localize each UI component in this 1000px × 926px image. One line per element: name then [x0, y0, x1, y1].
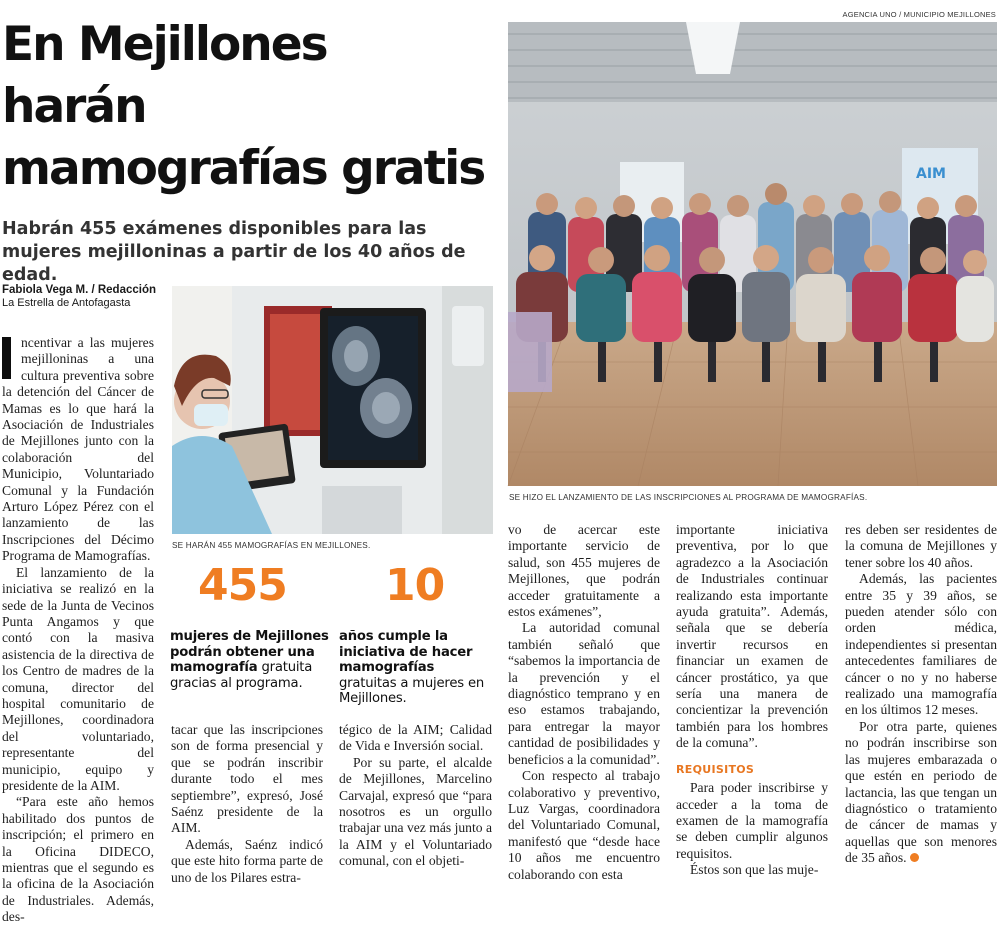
body-column-2 [171, 722, 323, 886]
stat-text-10-rest: gratuitas a mujeres en Mejillones. [339, 675, 485, 706]
stat-number-10: 10 [385, 560, 445, 611]
stat-text-455-bold: mujeres de Mejillones podrán obtener una mamografía [170, 629, 329, 675]
photo-credit: AGENCIA UNO / MUNICIPIO MEJILLONES [842, 10, 996, 19]
col4-para-3: Con respecto al trabajo colaborativo y preventivo, Luz Vargas, coordinadora del Voluntariado Comunal, manifestó que “desde hace 10 años me encuentro colaborando con esta [508, 768, 660, 882]
small-photo-caption: SE HARÁN 455 MAMOGRAFÍAS EN MEJILLONES. [172, 541, 371, 550]
col1-para-2: El lanzamiento de la iniciativa se realizó en la sede de la Junta de Vecinos Punta Angamos y que contó con la masiva asistencia de la directiva de los Centro de madres de la comuna, director del hospital comunitario de Mejillones, coordinadora del voluntariado, representante del municipio, equipo y presidente de la AIM. [2, 564, 154, 793]
headline [2, 14, 502, 200]
headline-line-3: mamografías gratis [2, 141, 485, 196]
headline-line-2: harán [2, 79, 146, 134]
col6-para-1: res deben ser residentes de la comuna de Mejillones y tener sobre los 40 años. [845, 522, 997, 570]
col2-para-1: tacar que las inscripciones son de forma presencial y que se podrán inscribir durante todo el mes septiembre”, expresó, José Saénz presidente de la AIM. [171, 722, 323, 836]
body-column-6 [845, 522, 997, 867]
byline-author: Fabiola Vega M. / Redacción [2, 284, 157, 296]
dropcap-i [2, 337, 11, 379]
byline [2, 284, 172, 310]
col5-para-1: importante iniciativa preventiva, por lo que agradezco a la Asociación de Industriales continuar realizando esta importante ayuda gratuita”. Además, señala que se debería invertir recursos en financiar un examen de cáncer prostático, ya que sería una manera de concientizar la prevención también para los hombres de la comuna”. [676, 522, 828, 751]
col5-para-2: Para poder inscribirse y acceder a la toma de examen de la mamografía se deben cumplir algunos requisitos. [676, 780, 828, 861]
subheadline: Habrán 455 exámenes disponibles para las mujeres mejilloninas a partir de los 40 años de edad. [2, 219, 466, 285]
stat-text-10-bold: años cumple la iniciativa de hacer mamografías [339, 629, 473, 675]
byline-outlet: La Estrella de Antofagasta [2, 297, 131, 309]
main-photo-caption: SE HIZO EL LANZAMIENTO DE LAS INSCRIPCIONES AL PROGRAMA DE MAMOGRAFÍAS. [509, 493, 868, 502]
stat-text-455 [170, 629, 330, 691]
col3-para-2: Por su parte, el alcalde de Mejillones, Marcelino Carvajal, expresó que “para nosotros es un orgullo trabajar una vez más junto a la AIM y el Voluntariado comunal, con el objeti- [339, 754, 492, 869]
col1-para-3: “Para este año hemos habilitado dos puntos de inscripción; el primero en la Oficina DIDECO, mientras que el segundo es la oficina de la Asociación de Industriales. Además, des- [2, 794, 154, 925]
stat-number-455: 455 [198, 560, 287, 611]
stat-text-455-rest: gratuita gracias al programa. [170, 660, 313, 691]
body-column-4 [508, 522, 660, 883]
col6-para-2: Además, las pacientes entre 35 y 39 años, se pueden atender sólo con orden médica, independientes si presentan antecedentes familiares de cáncer o no y no haberse realizado una mamografía en los últimos 12 meses. [845, 571, 997, 718]
body-column-1 [2, 335, 154, 926]
group-photo [508, 22, 997, 486]
body-column-5 [676, 522, 828, 879]
col5-para-3: Éstos son que las muje- [690, 862, 819, 878]
banner-text: AIM [916, 166, 946, 182]
end-mark-icon [910, 853, 919, 862]
stat-text-10 [339, 629, 495, 707]
subhead-requisitos: REQUISITOS [676, 762, 755, 776]
mammography-photo [172, 286, 493, 534]
col4-para-2: La autoridad comunal también señaló que “sabemos la importancia de la prevención y el diagnóstico temprano y en eso estamos trabajando, para entregar la mayor cantidad de posibilidades y beneficios a la comunidad”. [508, 620, 660, 767]
col3-para-1: tégico de la AIM; Calidad de Vida e Inversión social. [339, 722, 492, 754]
col2-para-2: Además, Saénz indicó que este hito forma parte de uno de los Pilares estra- [171, 836, 323, 885]
headline-line-1: En Mejillones [2, 17, 327, 72]
col4-para-1: vo de acercar este importante servicio de salud, son 455 mujeres de Mejillones, que podrán acceder gratuitamente a estos exámenes”, [508, 522, 660, 620]
col6-para-3: Por otra parte, quienes no podrán inscribirse son las mujeres embarazada o que estén en periodo de lactancia, las que tengan un diagnóstico o tratamiento de cáncer de mamas y aquellas que son menores de 35 años. [845, 718, 997, 866]
col1-para-1: ncentivar a las mujeres mejilloninas a una cultura preventiva sobre la detención del Cáncer de Mamas es lo que hará la Asociación de Industriales de Mejillones junto con la colaboración del Municipio, Voluntariado Comunal y la Fundación Arturo López Pérez con el lanzamiento de las Inscripciones del Décimo Programa de Mamografías. [2, 335, 154, 564]
body-column-3 [339, 722, 492, 870]
